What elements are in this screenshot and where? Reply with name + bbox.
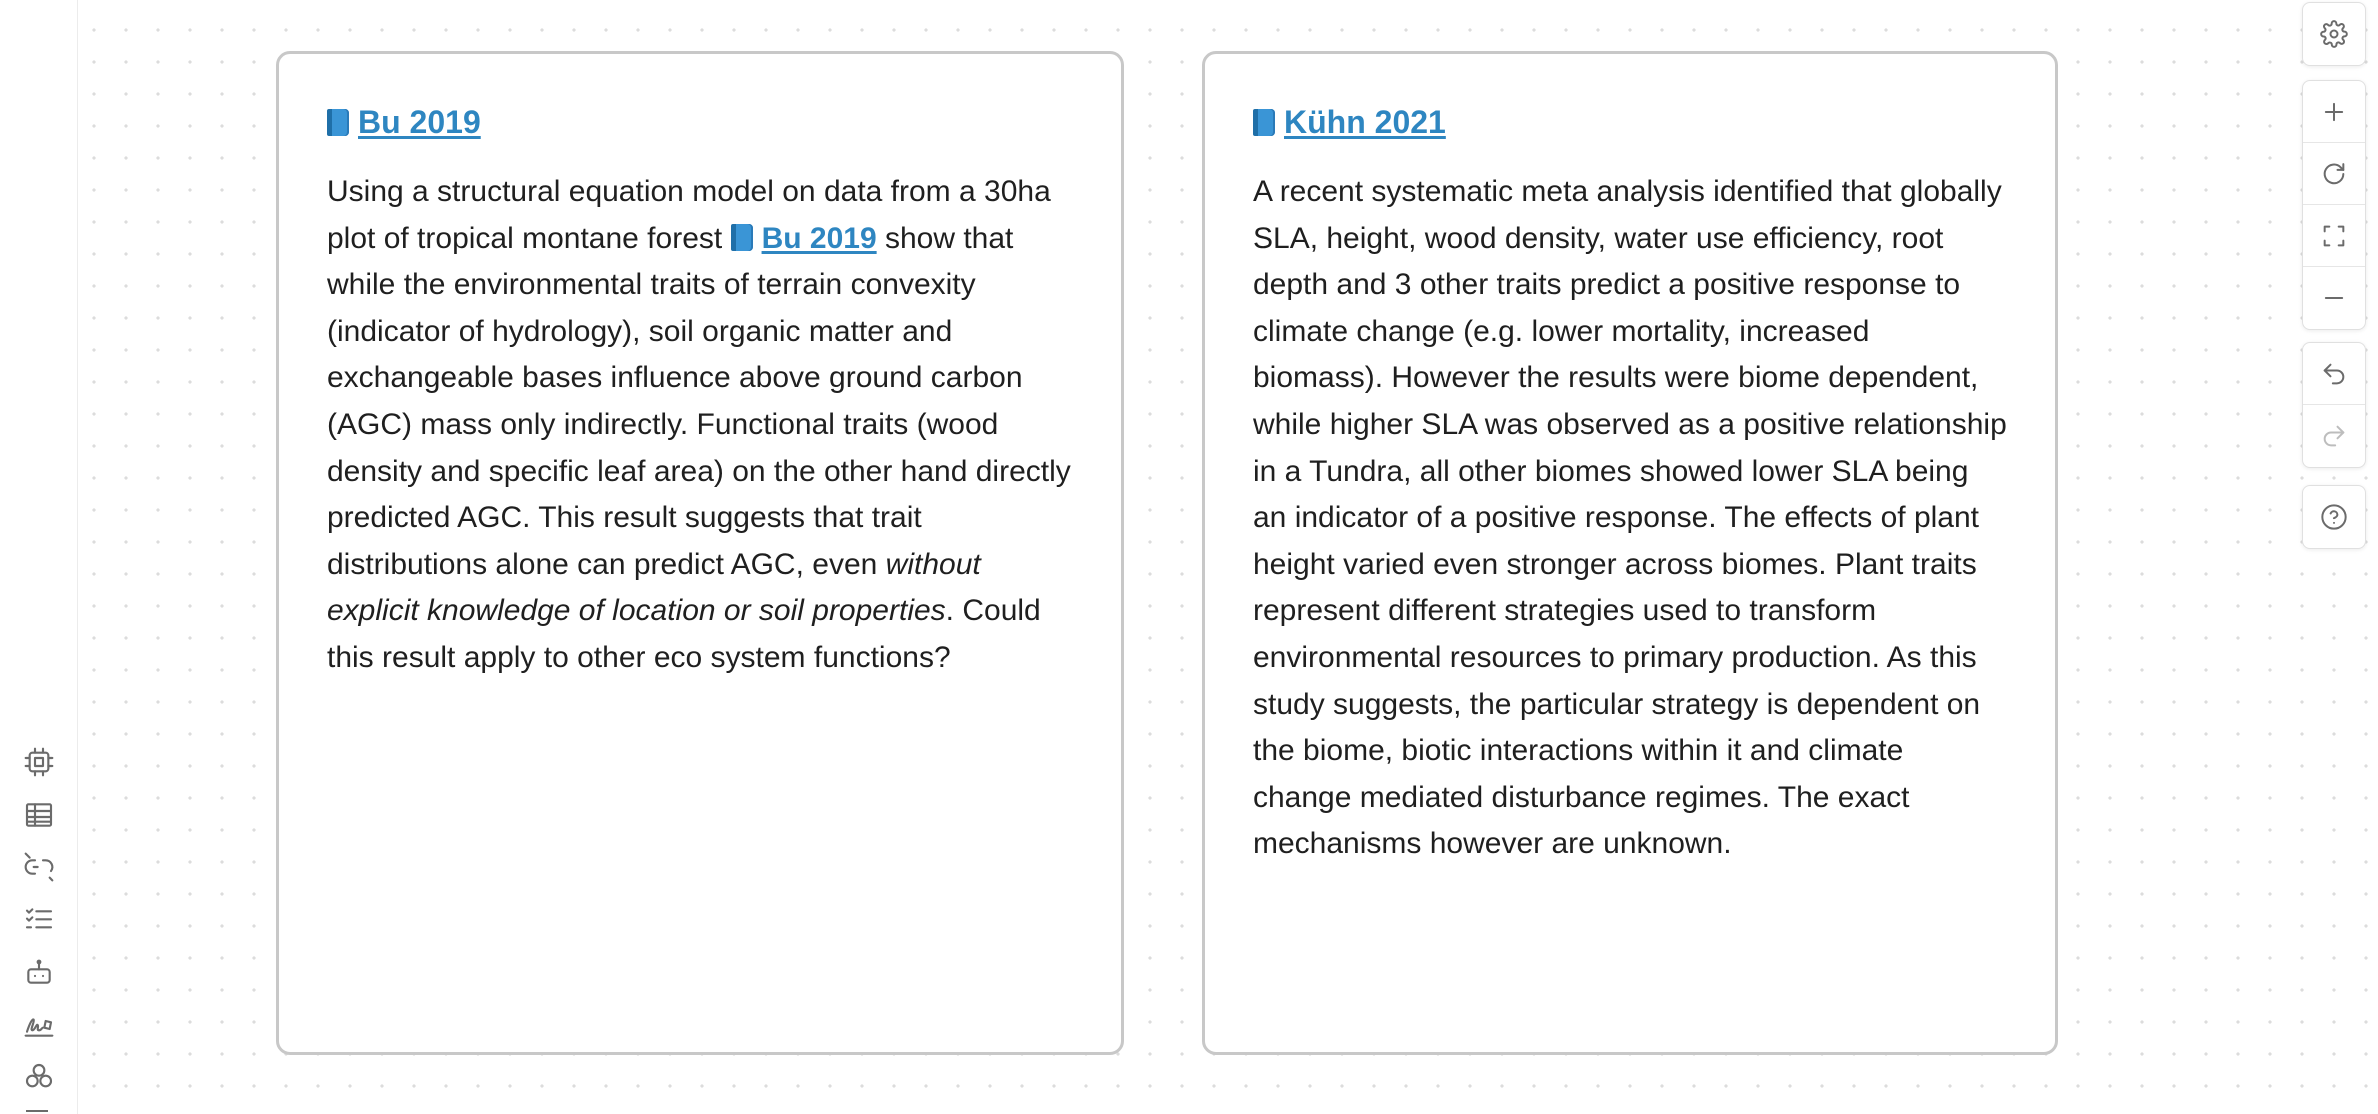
card-title-text[interactable]: Kühn 2021 — [1284, 104, 1446, 140]
zoom-group — [2302, 80, 2366, 330]
left-ribbon — [0, 0, 78, 1114]
inline-citation-link[interactable] — [731, 222, 877, 255]
help-group — [2302, 485, 2366, 549]
robot-icon[interactable] — [17, 950, 61, 994]
card-body — [327, 169, 1073, 682]
inline-citation-text[interactable]: Bu 2019 — [761, 221, 877, 255]
body-italic-text: without explicit knowledge of location or soil properties — [327, 547, 981, 628]
book-icon — [731, 224, 753, 251]
card-body: A recent systematic meta analysis identified that globally SLA, height, wood density, water use efficiency, root depth and 3 other traits predict a positive response to climate change (e.g. lower mortality, increased biomass). However the results were biome dependent, while higher SLA was observed as a positive relationship in a Tundra, all other biomes showed lower SLA being an indicator of a positive response. The effects of plant height varied even stronger across biomes. Plant traits represent different strategies used to transform environmental resources to primary production. As this study suggests, the particular strategy is dependent on the biome, biotic interactions within it and climate change mediated disturbance regimes. The exact mechanisms however are unknown. — [1253, 175, 2007, 861]
checklist-icon[interactable] — [17, 898, 61, 942]
graph-nodes-icon[interactable] — [17, 1055, 61, 1099]
undo-icon[interactable] — [2303, 343, 2365, 405]
table-icon[interactable] — [17, 793, 61, 837]
help-icon[interactable] — [2303, 486, 2365, 548]
body-text: . Could this result apply to other eco system functions? — [327, 594, 1041, 674]
card-title-link[interactable] — [1253, 104, 1446, 141]
zoom-out-icon[interactable] — [2303, 267, 2365, 329]
chip-icon[interactable] — [17, 740, 61, 784]
card-title-text[interactable]: Bu 2019 — [358, 104, 481, 140]
settings-group — [2302, 2, 2366, 66]
fit-icon[interactable] — [2303, 205, 2365, 267]
ribbon-actions — [0, 740, 77, 1108]
body-text: Using a structural equation model on data from a 30ha plot of tropical montane forest — [327, 175, 1051, 255]
book-icon — [327, 109, 349, 136]
signature-icon[interactable] — [17, 1003, 61, 1047]
zoom-in-icon[interactable] — [2303, 81, 2365, 143]
reset-icon[interactable] — [2303, 143, 2365, 205]
ribbon-divider — [26, 1110, 48, 1112]
book-icon — [1253, 109, 1275, 136]
redo-icon[interactable] — [2303, 405, 2365, 467]
broken-link-icon[interactable] — [17, 845, 61, 889]
card-title-link[interactable] — [327, 104, 481, 141]
canvas-card-bu-2019[interactable] — [276, 51, 1124, 1055]
gear-icon[interactable] — [2303, 3, 2365, 65]
history-group — [2302, 342, 2366, 468]
body-text: show that while the environmental traits of terrain convexity (indicator of hydrology), soil organic matter and exchangeable bases influence above ground carbon (AGC) mass only indirectly. Functional traits (wood density and specific leaf area) on the other hand directly predicted AGC. This result suggests that trait distributions alone can predict AGC, even — [327, 221, 1071, 581]
canvas-card-kuhn-2021[interactable] — [1202, 51, 2058, 1055]
